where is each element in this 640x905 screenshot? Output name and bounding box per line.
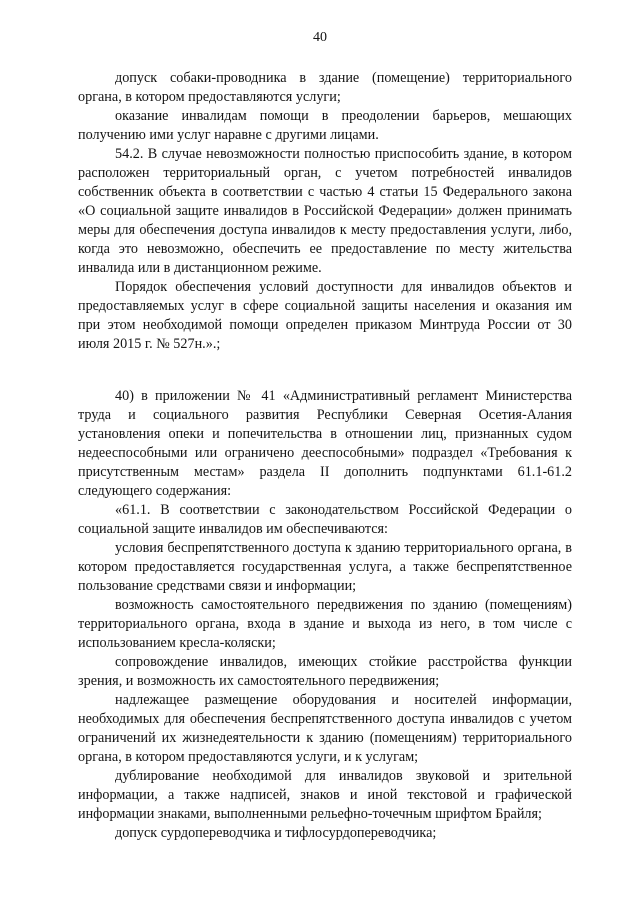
paragraph: «61.1. В соответствии с законодательством Российской Федерации о социальной защите инвалидов им обеспечиваются: <box>78 502 572 537</box>
paragraph: возможность самостоятельного передвижения по зданию (помещениям) территориального органа, входа в здание и выхода из него, в том числе с использованием кресла-коляски; <box>78 597 572 651</box>
paragraph: оказание инвалидам помощи в преодолении барьеров, мешающих получению ими услуг наравне с другими лицами. <box>78 108 572 143</box>
paragraph: дублирование необходимой для инвалидов звуковой и зрительной информации, а также надписей, знаков и иной текстовой и графической информации знаками, выполненными рельефно-точечным шрифтом Брайля; <box>78 768 572 822</box>
document-body <box>78 69 572 843</box>
paragraph: допуск собаки-проводника в здание (помещение) территориального органа, в котором предоставляются услуги; <box>78 70 572 105</box>
paragraph: сопровождение инвалидов, имеющих стойкие расстройства функции зрения, и возможность их самостоятельного передвижения; <box>78 654 572 689</box>
page-number: 40 <box>313 30 327 45</box>
section-gap <box>78 354 572 387</box>
paragraph: надлежащее размещение оборудования и носителей информации, необходимых для обеспечения беспрепятственного доступа инвалидов с учетом ограничений их жизнедеятельности к зданию (помещениям) территориального органа, в котором предоставляются услуги, и к услугам; <box>78 692 572 765</box>
paragraph: условия беспрепятственного доступа к зданию территориального органа, в котором предоставляется государственная услуга, а также беспрепятственное пользование средствами связи и информации; <box>78 540 572 594</box>
paragraph: Порядок обеспечения условий доступности для инвалидов объектов и предоставляемых услуг в сфере социальной защиты населения и оказания им при этом необходимой помощи определен приказом Минтруда России от 30 июля 2015 г. № 527н.».; <box>78 279 572 352</box>
paragraph: допуск сурдопереводчика и тифлосурдопереводчика; <box>115 825 437 841</box>
paragraph: 40) в приложении № 41 «Административный регламент Министерства труда и социального развития Республики Северная Осетия-Алания установления опеки и попечительства в отношении лиц, признанных судом недееспособными или ограничено дееспособными» подраздел «Требования к присутственным местам» раздела II дополнить подпунктами 61.1-61.2 следующего содержания: <box>78 388 572 499</box>
paragraph: 54.2. В случае невозможности полностью приспособить здание, в котором расположен территориальный орган, с учетом потребностей инвалидов собственник объекта в соответствии с частью 4 статьи 15 Федерального закона «О социальной защите инвалидов в Российской Федерации» должен принимать меры для обеспечения доступа инвалидов к месту предоставления услуги, либо, когда это невозможно, обеспечить ее предоставление по месту жительства инвалида или в дистанционном режиме. <box>78 146 572 276</box>
